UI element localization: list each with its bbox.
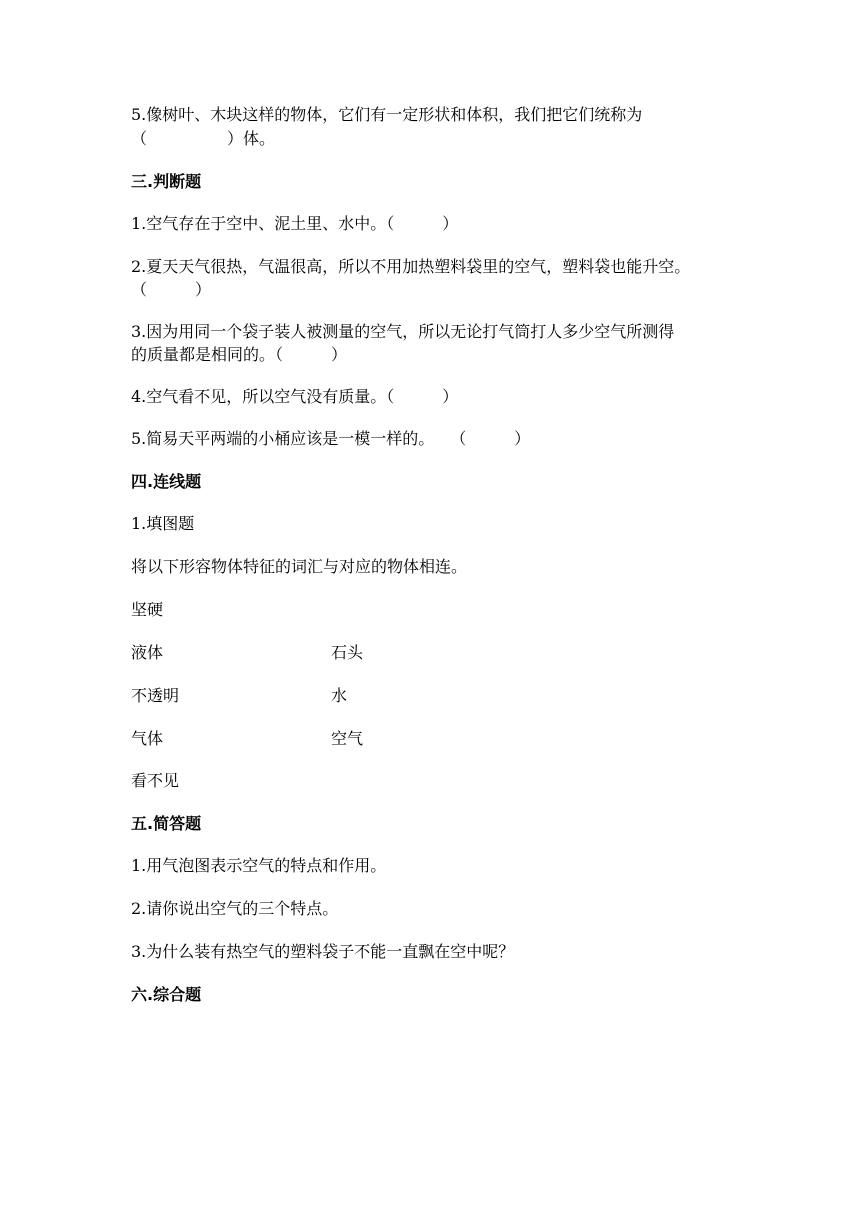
- short-answer-question-2: 2.请你说出空气的三个特点。: [131, 899, 339, 918]
- matching-left-item: 看不见: [131, 771, 180, 790]
- matching-left-item: 不透明: [131, 686, 180, 705]
- section-heading-short-answer: 五.简答题: [131, 814, 202, 833]
- judge-question-3-line1: 3.因为用同一个袋子装人被测量的空气，所以无论打气筒打人多少空气所测得: [131, 322, 675, 341]
- judge-question-5: 5.简易天平两端的小桶应该是一模一样的。 （ ）: [131, 429, 531, 448]
- matching-question-1: 1.填图题: [131, 514, 195, 533]
- short-answer-question-3: 3.为什么装有热空气的塑料袋子不能一直飘在空中呢？: [131, 942, 515, 961]
- section-heading-judge: 三.判断题: [131, 172, 202, 191]
- matching-instruction: 将以下形容物体特征的词汇与对应的物体相连。: [131, 557, 468, 576]
- section-heading-comprehensive: 六.综合题: [131, 985, 202, 1004]
- fill-blank-q5-line1: 5.像树叶、木块这样的物体，它们有一定形状和体积，我们把它们统称为: [131, 105, 643, 124]
- matching-left-item: 液体: [131, 643, 164, 662]
- section-heading-matching: 四.连线题: [131, 472, 202, 491]
- fill-blank-q5-line2: （ ）体。: [131, 129, 276, 148]
- short-answer-question-1: 1.用气泡图表示空气的特点和作用。: [131, 856, 387, 875]
- matching-right-item: 石头: [331, 643, 364, 662]
- matching-right-item: 水: [331, 686, 348, 705]
- matching-left-item: 气体: [131, 729, 164, 748]
- judge-question-4: 4.空气看不见，所以空气没有质量。（ ）: [131, 387, 459, 406]
- judge-question-3-line2: 的质量都是相同的。（ ）: [131, 345, 348, 364]
- judge-question-1: 1.空气存在于空中、泥土里、水中。（ ）: [131, 214, 459, 233]
- judge-question-2-line2: （ ）: [131, 280, 212, 299]
- matching-right-item: 空气: [331, 729, 364, 748]
- matching-left-item: 坚硬: [131, 600, 164, 619]
- judge-question-2-line1: 2.夏天天气很热，气温很高，所以不用加热塑料袋里的空气，塑料袋也能升空。: [131, 257, 691, 276]
